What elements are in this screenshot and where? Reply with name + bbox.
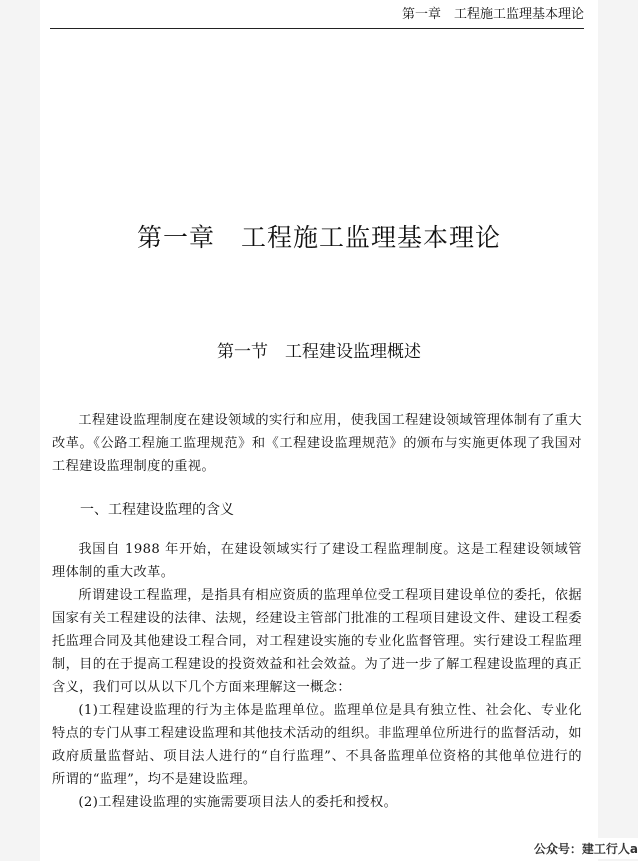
chapter-title: 第一章 工程施工监理基本理论 [136, 223, 501, 252]
paragraph-point-2: (2)工程建设监理的实施需要项目法人的委托和授权。 [78, 795, 398, 810]
subheading-definition: 一、工程建设监理的含义 [80, 502, 234, 518]
paragraph-definition: 所谓建设工程监理，是指具有相应资质的监理单位受工程项目建设单位的委托，依据国家有关工程建设的法律、法规，经建设主管部门批准的工程项目建设文件、建设工程委托监理合同及其他建设工程合同，对工程建设实施的专业化监督管理。实行建设工程监理制，目的在于提高工程建设的投资效益和社会效益。为了进一步了解工程建设监理的真正含义，我们可以从以下几个方面来理解这一概念： [52, 588, 582, 695]
paragraph-point-1: (1)工程建设监理的行为主体是监理单位。监理单位是具有独立性、社会化、专业化特点的专门从事工程建设监理和其他技术活动的组织。非监理单位所进行的监督活动，如政府质量监督站、项目法人进行的“自行监理”、不具备监理单位资格的其他单位进行的所谓的“监理”，均不是建设监理。 [52, 703, 582, 787]
document-page [40, 0, 598, 861]
running-header: 第一章 工程施工监理基本理论 [50, 6, 584, 29]
intro-paragraph: 工程建设监理制度在建设领域的实行和应用，使我国工程建设领域管理体制有了重大改革。《公路工程施工监理规范》和《工程建设监理规范》的颁布与实施更体现了我国对工程建设监理制度的重视。 [52, 413, 582, 474]
intro-block [52, 409, 582, 478]
watermark: 公众号：建工行人a [526, 838, 638, 859]
definition-block [52, 538, 582, 814]
paragraph-1988: 我国自 1988 年开始，在建设领域实行了建设工程监理制度。这是工程建设领域管理体制的重大改革。 [52, 542, 582, 580]
section-title: 第一节 工程建设监理概述 [217, 342, 421, 362]
